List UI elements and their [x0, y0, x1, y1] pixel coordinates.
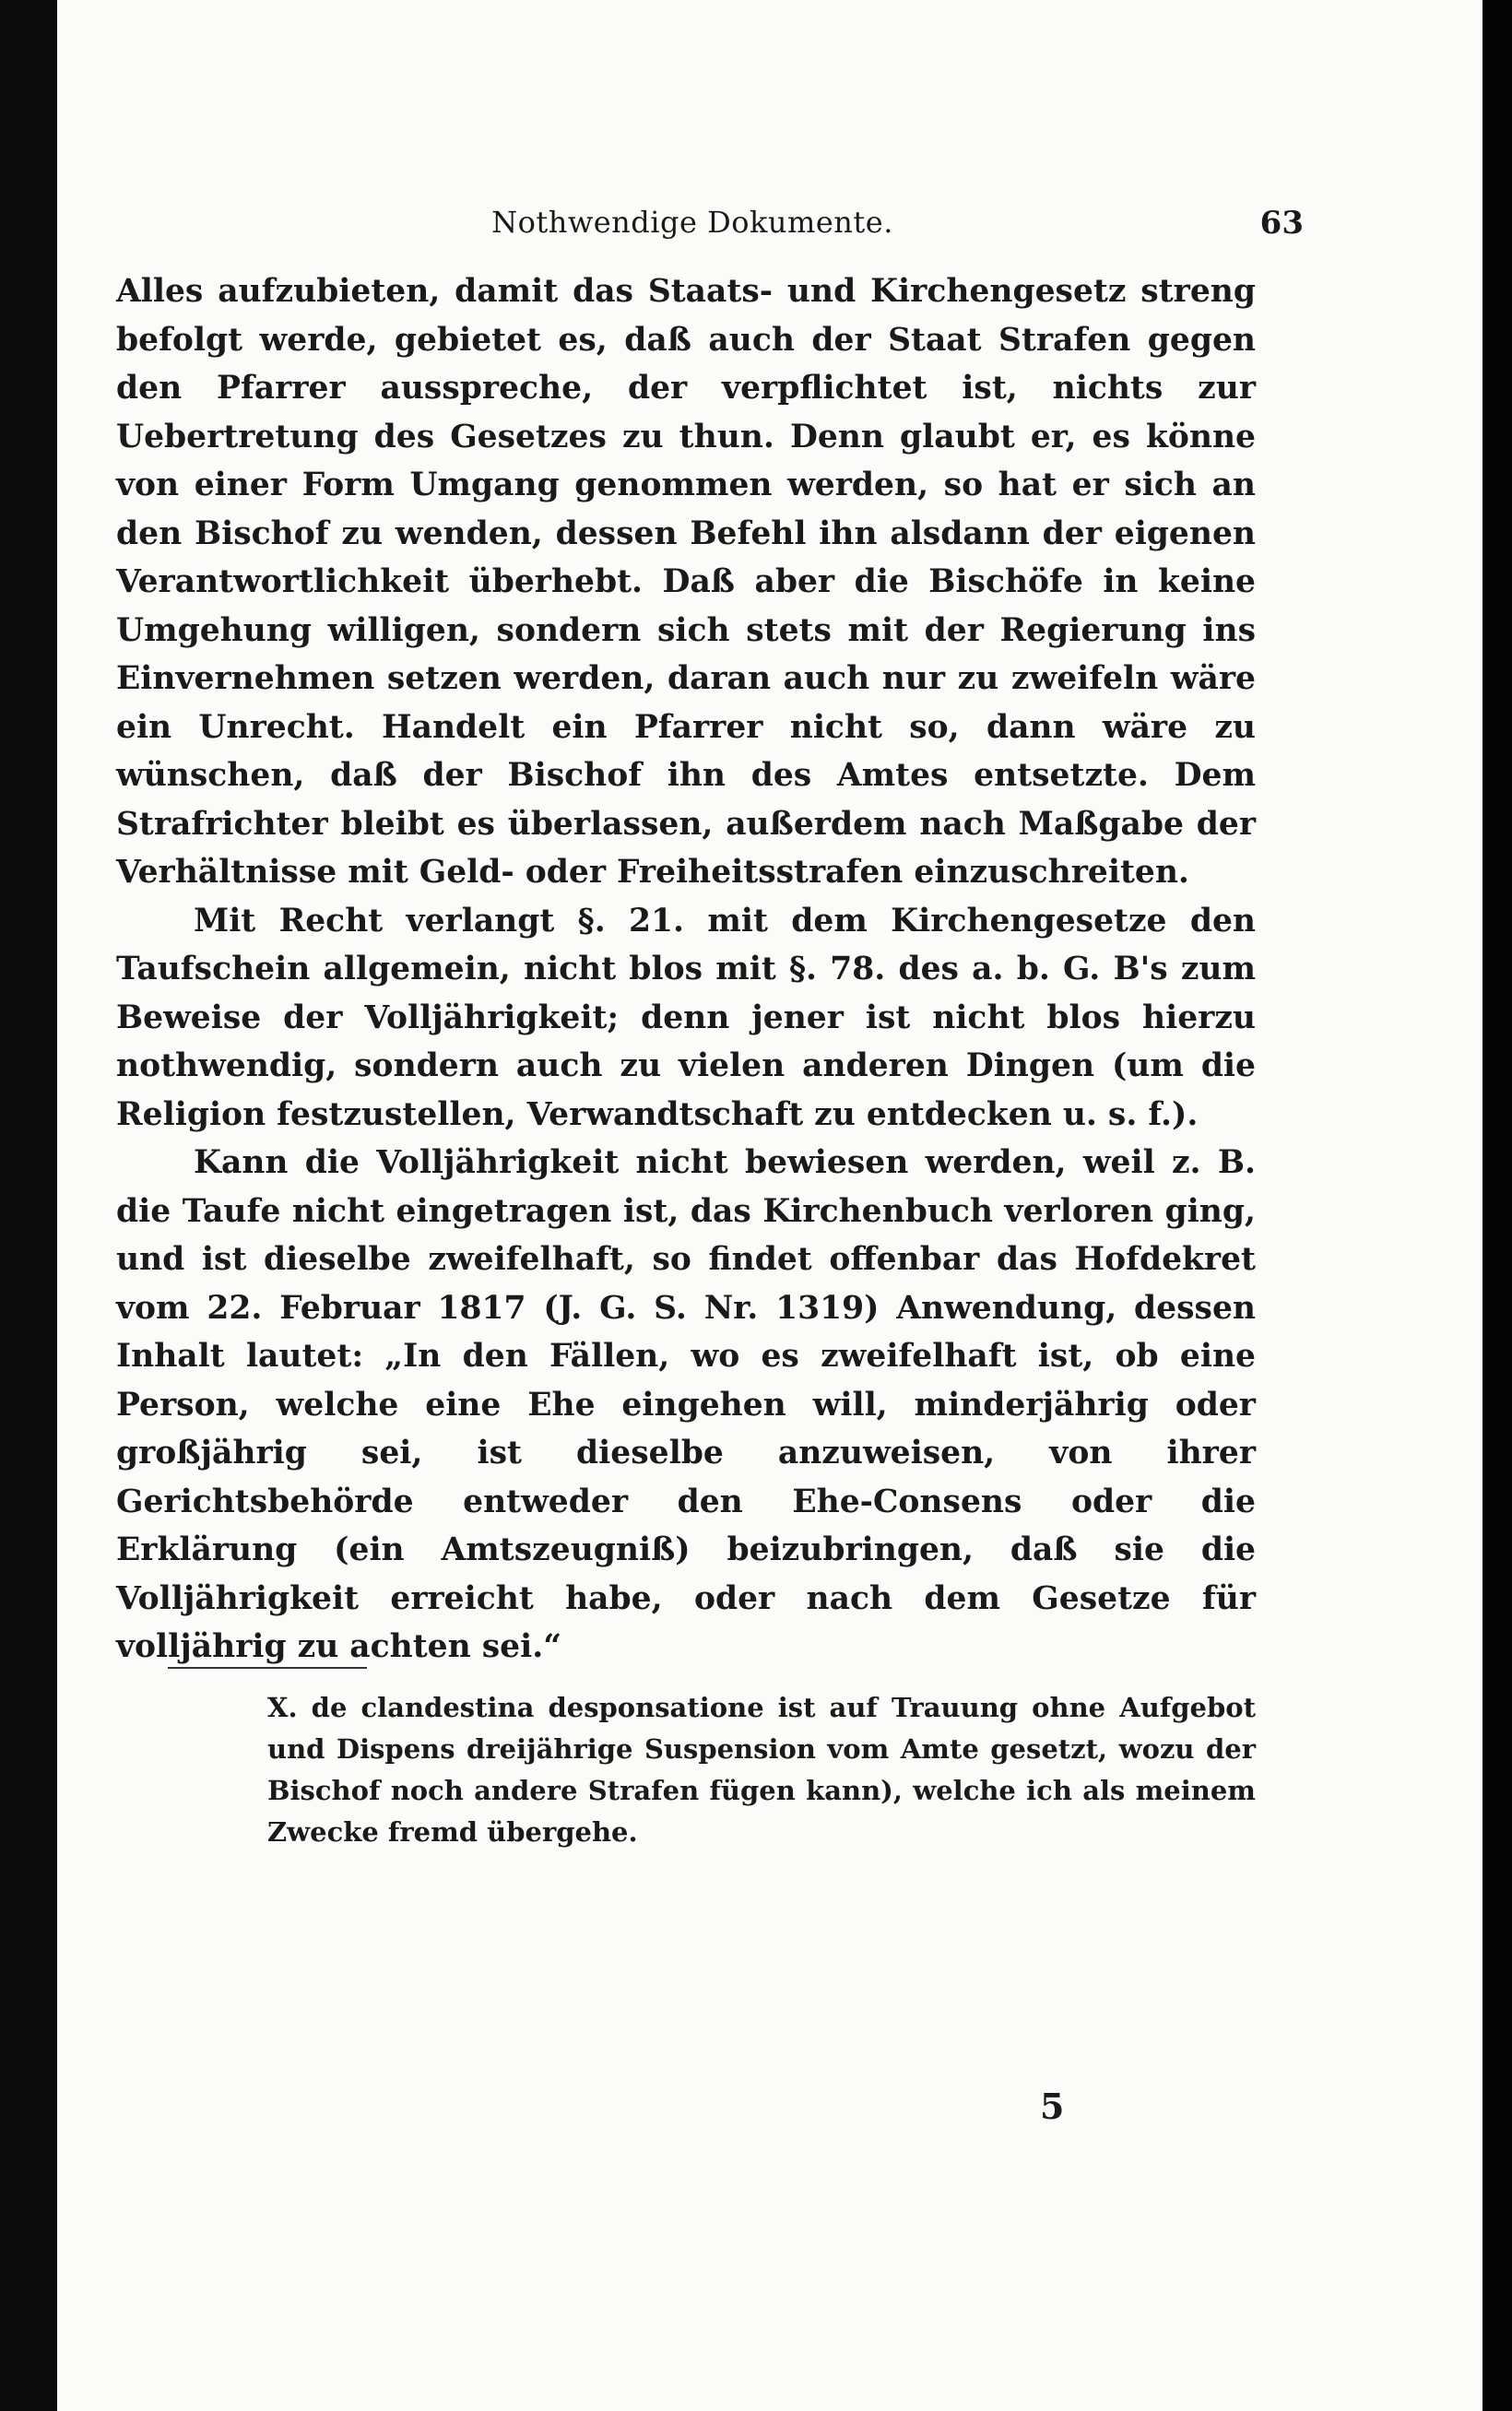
printer-signature-mark: 5: [1040, 2086, 1065, 2127]
header-title: Nothwendige Dokumente.: [491, 205, 893, 240]
running-header: [116, 201, 1304, 253]
footnote: X. de clandestina desponsatione ist auf Trauung ohne Aufgebot und Dispens dreijährige Suspension vom Amte gesetzt, wozu der Bischof noch andere Strafen fügen kann), welche ich als meinem Zwecke fremd übergehe.: [267, 1692, 1256, 1848]
scan-border-left: [0, 0, 57, 2411]
paragraph: Kann die Volljährigkeit nicht bewiesen werden, weil z. B. die Taufe nicht eingetragen ist, das Kirchenbuch verloren ging, und ist dieselbe zweifelhaft, so findet offenbar das Hofdekret vom 22. Februar 1817 (J. G. S. Nr. 1319) Anwendung, dessen Inhalt lautet: „In den Fällen, wo es zweifelhaft ist, ob eine Person, welche eine Ehe eingehen will, minderjährig oder großjährig sei, ist dieselbe anzuweisen, von ihrer Gerichtsbehörde entweder den Ehe-Consens oder die Erklärung (ein Amtszeugniß) beizubringen, daß sie die Volljährigkeit erreicht habe, oder nach dem Gesetze für volljährig zu achten sei.“: [116, 1144, 1256, 1665]
paragraph: Mit Recht verlangt §. 21. mit dem Kirchengesetze den Taufschein allgemein, nicht blos mit §. 78. des a. b. G. B's zum Beweise der Volljährigkeit; denn jener ist nicht blos hierzu nothwendig, sondern auch zu vielen anderen Dingen (um die Religion festzustellen, Verwandtschaft zu entdecken u. s. f.).: [116, 902, 1256, 1133]
page-number: 63: [1259, 205, 1304, 242]
scan-border-right: [1482, 0, 1512, 2411]
main-text: [116, 267, 1256, 1672]
paragraph: Alles aufzubieten, damit das Staats- und Kirchengesetz streng befolgt werde, gebietet es, daß auch der Staat Strafen gegen den Pfarrer ausspreche, der verpflichtet ist, nichts zur Uebertretung des Gesetzes zu thun. Denn glaubt er, es könne von einer Form Umgang genommen werden, so hat er sich an den Bischof zu wenden, dessen Befehl ihn alsdann der eigenen Verantwortlichkeit überhebt. Daß aber die Bischöfe in keine Umgehung willigen, sondern sich stets mit der Regierung ins Einvernehmen setzen werden, daran auch nur zu zweifeln wäre ein Unrecht. Handelt ein Pfarrer nicht so, dann wäre zu wünschen, daß der Bischof ihn des Amtes entsetzte. Dem Strafrichter bleibt es überlassen, außerdem nach Maßgabe der Verhältnisse mit Geld- oder Freiheitsstrafen einzuschreiten.: [116, 273, 1256, 891]
footnote-divider: [168, 1667, 367, 1669]
